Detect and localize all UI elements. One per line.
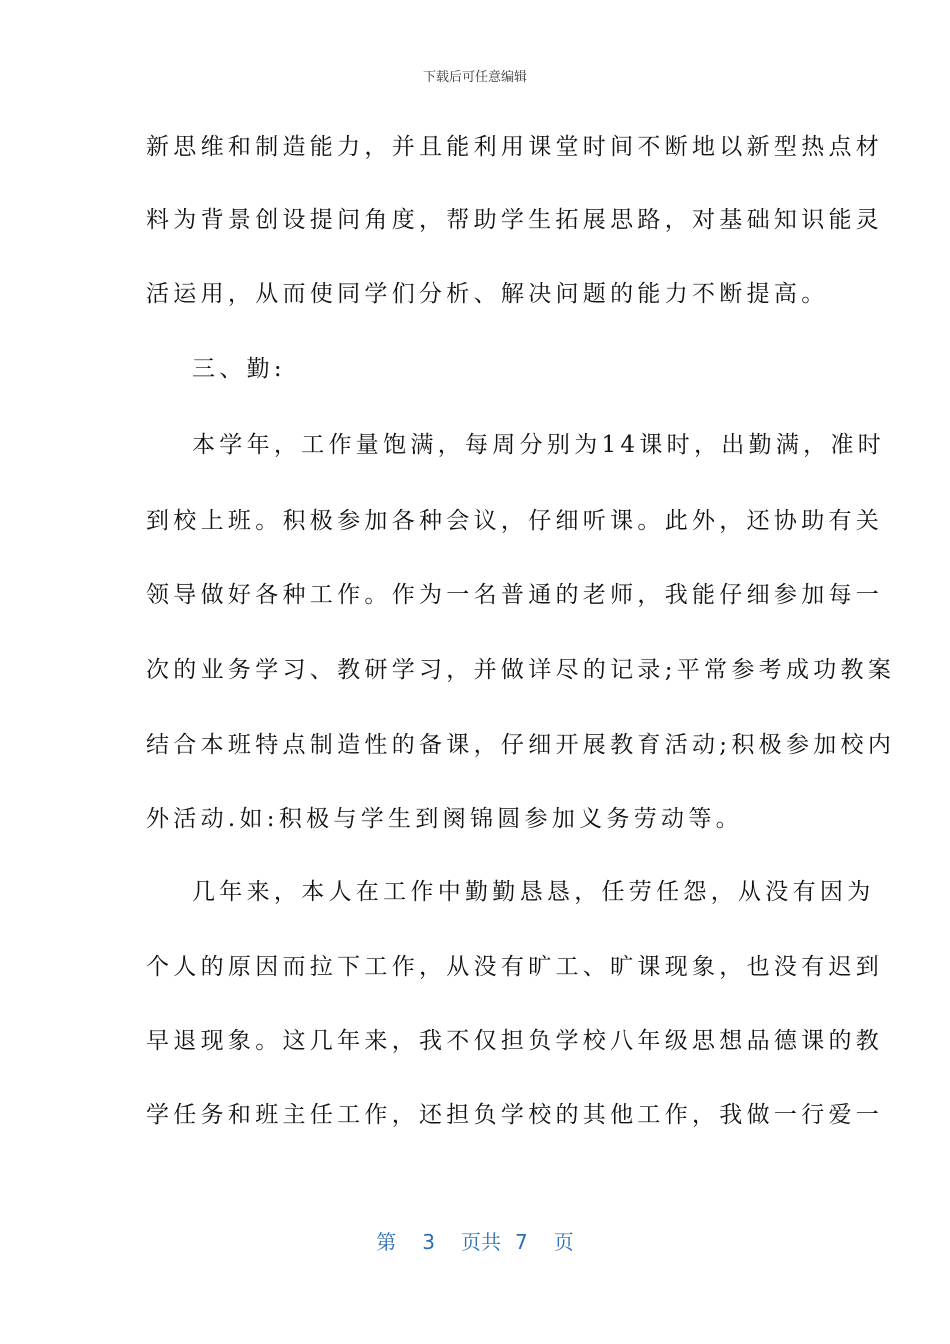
page-header: 下载后可任意编辑	[422, 70, 527, 85]
page-middle: 页共	[461, 1230, 501, 1254]
text-line: 活运用，从而使同学们分析、解决问题的能力不断提高。	[146, 281, 829, 307]
text-line: 外活动.如:积极与学生到阕锦圆参加义务劳动等。	[146, 806, 743, 832]
page-suffix: 页	[553, 1230, 574, 1254]
section-heading: 三、勤:	[192, 356, 286, 382]
text-line: 本学年，工作量饱满，每周分别为14课时，出勤满，准时	[192, 432, 886, 458]
page-prefix: 第	[376, 1230, 397, 1254]
text-line: 次的业务学习、教研学习，并做详尽的记录;平常参考成功教案	[146, 657, 896, 683]
page-footer	[0, 1226, 950, 1255]
text-line: 早退现象。这几年来，我不仅担负学校八年级思想品德课的教	[146, 1028, 884, 1054]
text-line: 新思维和制造能力，并且能利用课堂时间不断地以新型热点材	[146, 134, 884, 160]
text-line: 几年来，本人在工作中勤勤恳恳，任劳任怨，从没有因为	[192, 879, 875, 905]
text-line: 料为背景创设提问角度，帮助学生拓展思路，对基础知识能灵	[146, 207, 884, 233]
text-line: 学任务和班主任工作，还担负学校的其他工作，我做一行爱一	[146, 1102, 884, 1128]
text-line: 领导做好各种工作。作为一名普通的老师，我能仔细参加每一	[146, 582, 884, 608]
text-line: 个人的原因而拉下工作，从没有旷工、旷课现象，也没有迟到	[146, 954, 884, 980]
text-line: 到校上班。积极参加各种会议，仔细听课。此外，还协助有关	[146, 508, 884, 534]
current-page-number: 3	[422, 1230, 435, 1254]
text-line: 结合本班特点制造性的备课，仔细开展教育活动;积极参加校内	[146, 732, 896, 758]
total-pages-number: 7	[515, 1230, 528, 1254]
